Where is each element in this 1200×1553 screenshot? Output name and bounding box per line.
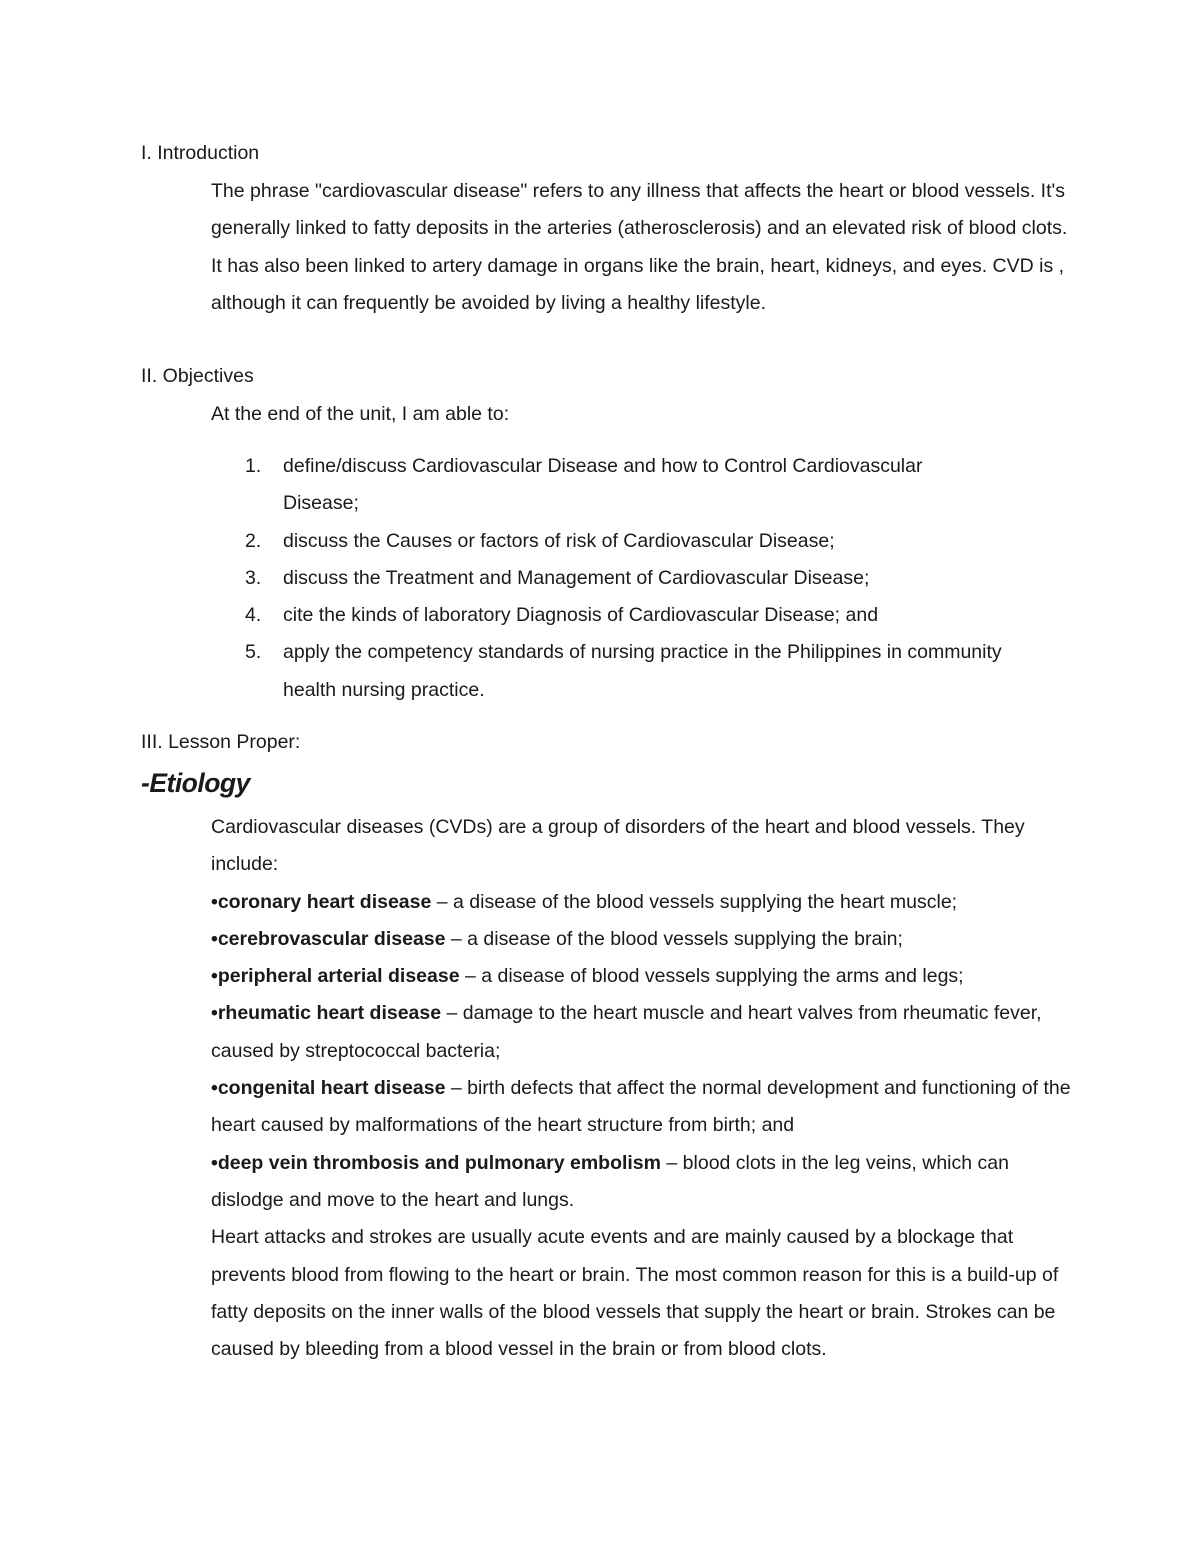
objective-number: 1. [245, 455, 262, 477]
disease-description: – birth defects that affect the normal development and functioning of the heart caused by malformations of the heart structure from birth; and [211, 1077, 1071, 1137]
disease-item [211, 995, 1071, 1070]
disease-term: •cerebrovascular disease [211, 927, 446, 950]
disease-item [211, 1145, 1071, 1220]
objective-number: 3. [245, 566, 262, 589]
objective-item [245, 597, 1003, 634]
disease-item [211, 958, 1071, 995]
introduction-paragraph: The phrase "cardiovascular disease" refers to any illness that affects the heart or blood vessels. It's generally linked to fatty deposits in the arteries (atherosclerosis) and an elevated risk of blood clots. It has also been linked to artery damage in organs like the brain, heart, kidneys, and eyes. CVD is , although it can frequently be avoided by living a healthy lifestyle. [211, 180, 1068, 314]
etiology-heading: -Etiology [141, 768, 250, 798]
objective-item [245, 560, 1003, 597]
objective-text: cite the kinds of laboratory Diagnosis of Cardiovascular Disease; and [283, 604, 879, 627]
objective-text: define/discuss Cardiovascular Disease and how to Control Cardiovascular Disease; [283, 455, 923, 515]
disease-description: – a disease of the blood vessels supplying the brain; [445, 927, 903, 950]
disease-item [211, 921, 1071, 958]
objectives-lead: At the end of the unit, I am able to: [211, 403, 510, 425]
lesson-proper-heading: III. Lesson Proper: [141, 731, 301, 753]
objective-item [245, 523, 1003, 560]
disease-description: – a disease of the blood vessels supplying the heart muscle; [431, 890, 958, 913]
disease-term: •rheumatic heart disease [211, 1002, 442, 1025]
etiology-content [211, 809, 1071, 1368]
objective-item [245, 634, 1003, 709]
objectives-heading: II. Objectives [141, 365, 254, 387]
objective-number: 4. [245, 604, 262, 627]
etiology-intro: Cardiovascular diseases (CVDs) are a group of disorders of the heart and blood vessels. They include: [211, 816, 1025, 876]
objective-text: discuss the Causes or factors of risk of Cardiovascular Disease; [283, 529, 835, 552]
disease-term: •deep vein thrombosis and pulmonary embolism [211, 1151, 661, 1174]
disease-item [211, 1070, 1071, 1145]
objective-text: discuss the Treatment and Management of Cardiovascular Disease; [283, 566, 870, 589]
objective-number: 2. [245, 529, 262, 552]
disease-description: – blood clots in the leg veins, which can dislodge and move to the heart and lungs. [211, 1151, 1009, 1211]
introduction-heading: I. Introduction [141, 142, 260, 164]
disease-term: •congenital heart disease [211, 1077, 446, 1100]
disease-term: •peripheral arterial disease [211, 965, 460, 988]
objective-text: apply the competency standards of nursing practice in the Philippines in community health nursing practice. [283, 641, 1002, 701]
objective-number: 5. [245, 641, 262, 664]
disease-description: – damage to the heart muscle and heart valves from rheumatic fever, caused by streptococcal bacteria; [211, 1002, 1042, 1062]
objective-item [245, 448, 1003, 523]
disease-term: •coronary heart disease [211, 890, 432, 913]
etiology-closing: Heart attacks and strokes are usually acute events and are mainly caused by a blockage that prevents blood from flowing to the heart or brain. The most common reason for this is a build-up of fatty deposits on the inner walls of the blood vessels that supply the heart or brain. Strokes can be caused by bleeding from a blood vessel in the brain or from blood clots. [211, 1226, 1059, 1361]
objectives-list [245, 448, 1045, 709]
disease-description: – a disease of blood vessels supplying the arms and legs; [459, 965, 964, 988]
disease-item [211, 884, 1071, 921]
